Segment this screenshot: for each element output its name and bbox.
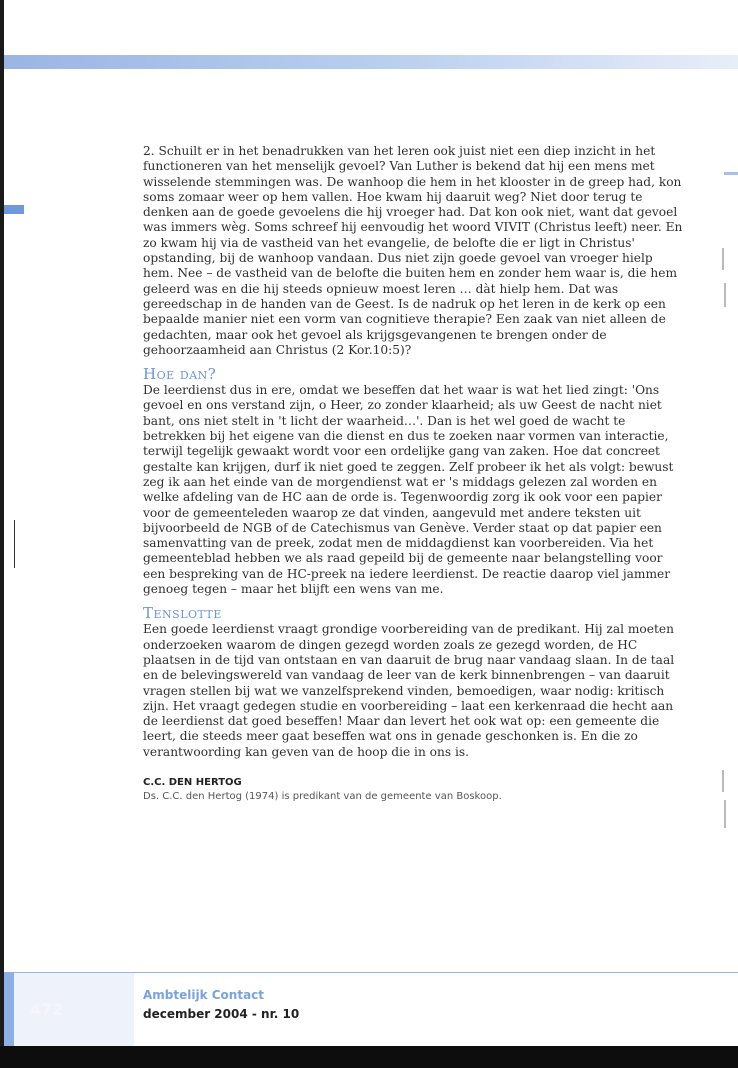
paragraph-voorbereiding: Een goede leerdienst vraagt grondige voorbereiding van de predikant. Hij zal moeten onderzoeken waarom de dingen gezegd worden zoals ze gezegd worden, de HC plaatsen in de tijd van ontstaan en van daaruit de brug naar vandaag slaan. In de taal en de belevingswereld van vandaag de leer van de kerk binnenbrengen – van daaruit vragen stellen bij wat we vanzelfsprekend vinden, bemoedigen, waar nodig: kritisch zijn. Het vraagt gedegen studie en voorbereiding – laat een kerkenraad die hecht aan de leerdienst dat goed beseffen! Maar dan levert het ook wat op: een gemeente die leert, die steeds meer gaat beseffen wat ons in genade geschonken is. En die zo verantwoording kan geven van de hoop die in ons is.: [143, 622, 675, 759]
scan-mark: [724, 800, 726, 828]
margin-tick-marker: [724, 172, 738, 175]
scan-edge-bottom: [0, 1046, 738, 1068]
header-color-band: [4, 55, 738, 69]
heading-hoe-dan: Hoe dan?: [143, 365, 217, 384]
margin-rule: [14, 520, 15, 568]
journal-title: Ambtelijk Contact: [143, 988, 265, 1002]
paragraph-luther: 2. Schuilt er in het benadrukken van het leren ook juist niet een diep inzicht in het functioneren van het menselijk gevoel? Van Luther is bekend dat hij een mens met wisselende stemmingen was. De wanhoop die hem in het klooster in de greep had, kon soms zomaar weer op hem vallen. Hoe kwam hij daaruit weg? Niet door terug te denken aan de goede gevoelens die hij vroeger had. Dat kon ook niet, want dat gevoel was immers wèg. Soms schreef hij eenvoudig het woord VIVIT (Christus leeft) neer. En zo kwam hij via de vastheid van het evangelie, de belofte die er ligt in Christus' opstanding, bij de wanhoop vandaan. Dus niet zijn goede gevoel van vroeger hielp hem. Nee – de vastheid van de belofte die buiten hem en zonder hem waar is, die hem geleerd was en die hij steeds opnieuw moest leren … dàt hielp hem. Dat was gereedschap in de handen van de Geest. Is de nadruk op het leren in de kerk op een bepaalde manier niet een vorm van cognitieve therapie? Een zaak van niet alleen de gedachten, maar ook het gevoel als krijgsgevangenen te brengen onder de gehoorzaamheid aan Christus (2 Kor.10:5)?: [143, 144, 683, 357]
scan-edge-left: [0, 0, 4, 1068]
page-number: 472: [30, 1000, 64, 1019]
margin-tab-marker: [4, 205, 24, 214]
scan-mark: [722, 770, 724, 792]
scan-mark: [722, 248, 724, 270]
article-body: [143, 144, 683, 802]
heading-tenslotte: Tenslotte: [143, 604, 222, 623]
issue-label: december 2004 - nr. 10: [143, 1007, 300, 1021]
author-bio: Ds. C.C. den Hertog (1974) is predikant van de gemeente van Boskoop.: [143, 790, 502, 802]
paragraph-leerdienst: De leerdienst dus in ere, omdat we beseffen dat het waar is wat het lied zingt: 'Ons gevoel en ons verstand zijn, o Heer, zo zonder klaarheid; als uw Geest de nacht niet bant, ons niet stelt in 't licht der waarheid…'. Dan is het wel goed de wacht te betrekken bij het eigene van die dienst en dus te zoeken naar vormen van interactie, terwijl tegelijk gewaakt wordt voor een ordelijke gang van zaken. Hoe dat concreet gestalte kan krijgen, durf ik niet goed te zeggen. Zelf probeer ik het als volgt: bewust zeg ik aan het einde van de morgendienst wat er 's middags gelezen zal worden en welke afdeling van de HC aan de orde is. Tegenwoordig zorg ik ook voor een papier voor de gemeenteleden waarop ze dat vinden, aangevuld met andere teksten uit bijvoorbeeld de NGB of de Catechismus van Genève. Verder staat op dat papier een samenvatting van de preek, zodat men de middagdienst kan voorbereiden. Via het gemeenteblad hebben we als raad gepeild bij de gemeente naar belangstelling voor een bespreking van de HC-preek na iedere leerdienst. De reactie daarop viel jammer genoeg tegen – maar het blijft een wens van me.: [143, 383, 674, 597]
author-name: C.C. DEN HERTOG: [143, 776, 242, 788]
scan-mark: [724, 283, 726, 307]
footer-accent-bar: [4, 972, 14, 1046]
